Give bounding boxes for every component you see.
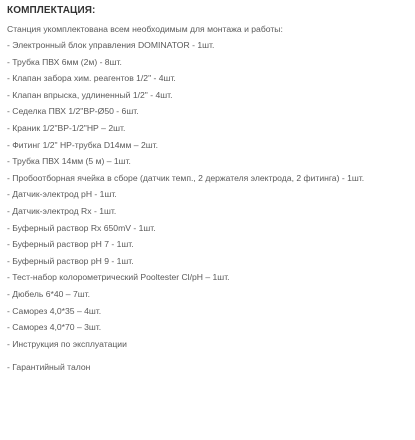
list-item: - Датчик-электрод Rx - 1шт. xyxy=(7,205,117,216)
list-item: - Клапан забора хим. реагентов 1/2" - 4шт. xyxy=(7,73,176,84)
equipment-list xyxy=(7,39,415,378)
list-item: - Краник 1/2"ВР-1/2"НР – 2шт. xyxy=(7,122,126,133)
list-item: - Саморез 4,0*35 – 4шт. xyxy=(7,305,102,316)
list-item: - Трубка ПВХ 14мм (5 м) – 1шт. xyxy=(7,156,131,167)
list-item: - Гарантийный талон xyxy=(7,362,91,373)
list-item: - Фитинг 1/2" НР-трубка D14мм – 2шт. xyxy=(7,139,159,150)
section-heading: КОМПЛЕКТАЦИЯ: xyxy=(7,5,96,16)
list-item: - Пробоотборная ячейка в сборе (датчик темп., 2 держателя электрода, 2 фитинга) - 1шт. xyxy=(7,172,365,183)
list-item: - Дюбель 6*40 – 7шт. xyxy=(7,288,90,299)
intro-text: Станция укомплектована всем необходимым для монтажа и работы: xyxy=(7,24,283,34)
list-item: - Датчик-электрод pH - 1шт. xyxy=(7,189,117,200)
list-item: - Буферный раствор Rx 650mV - 1шт. xyxy=(7,222,156,233)
list-item: - Тест-набор колорометрический Pooltester Cl/pH – 1шт. xyxy=(7,272,230,283)
list-item: - Инструкция по эксплуатации xyxy=(7,338,127,349)
list-item: - Саморез 4,0*70 – 3шт. xyxy=(7,322,102,333)
list-item: - Буферный раствор pH 9 - 1шт. xyxy=(7,255,134,266)
list-item: - Электронный блок управления DOMINATOR - 1шт. xyxy=(7,40,215,50)
list-item: - Седелка ПВХ 1/2"ВР-Ø50 - 6шт. xyxy=(7,106,139,117)
list-item: - Клапан впрыска, удлиненный 1/2" - 4шт. xyxy=(7,89,173,100)
list-item: - Буферный раствор pH 7 - 1шт. xyxy=(7,239,134,250)
list-item: - Трубка ПВХ 6мм (2м) - 8шт. xyxy=(7,56,122,67)
